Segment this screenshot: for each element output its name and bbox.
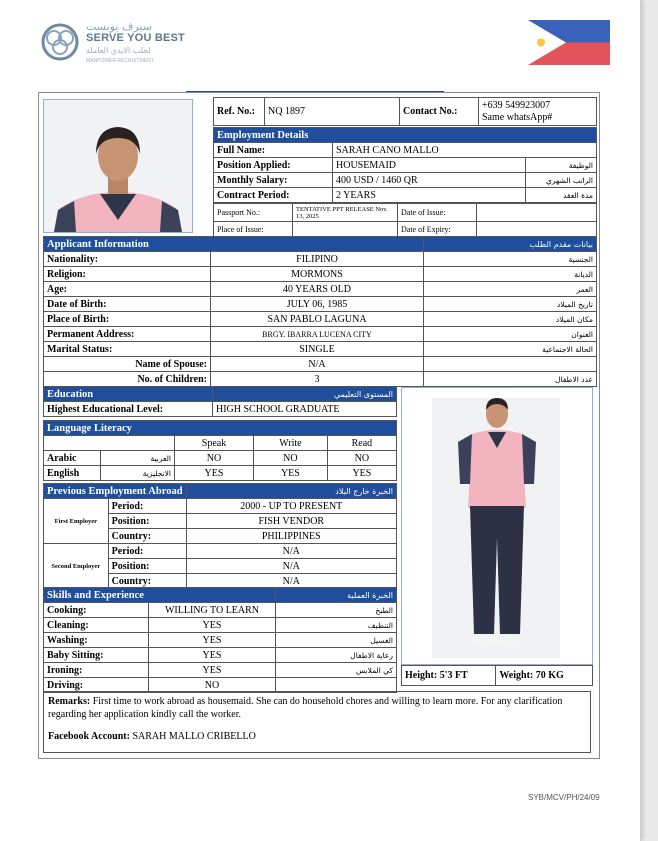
first-country-value: PHILIPPINES (186, 529, 396, 544)
applicant-row (44, 372, 597, 387)
first-period-value: 2000 - UP TO PRESENT (186, 499, 396, 514)
applicant-row-value: JULY 06, 1985 (211, 297, 424, 312)
ref-value: NQ 1897 (265, 98, 400, 126)
first-country-label: Country: (108, 529, 186, 544)
skill-label: Baby Sitting: (44, 648, 149, 663)
lang-arabic-ar: العربية (101, 451, 175, 466)
applicant-row (44, 327, 597, 342)
applicant-row-value: MORMONS (211, 267, 424, 282)
full-body-photo-frame (401, 387, 593, 665)
position-arabic: الوظيفة (526, 158, 597, 173)
remarks-label: Remarks: (48, 696, 91, 707)
education-header-arabic: المستوى التعليمي (213, 387, 397, 402)
language-table (43, 420, 397, 481)
applicant-row-arabic: الديانة (424, 267, 597, 282)
applicant-row-arabic: العنوان (424, 327, 597, 342)
skills-header: Skills and Experience (44, 588, 276, 603)
applicant-row-value: BRGY. IBARRA LUCENA CITY (211, 327, 424, 342)
lang-english-write: YES (254, 466, 328, 481)
applicant-row-value: 3 (211, 372, 424, 387)
second-country-label: Country: (108, 574, 186, 589)
skill-value: WILLING TO LEARN (149, 603, 276, 618)
contract-value: 2 YEARS (333, 188, 526, 203)
skill-arabic: الطبخ (276, 603, 397, 618)
skill-value: YES (149, 663, 276, 678)
applicant-header-arabic: بيانات مقدم الطلب (424, 237, 597, 252)
previous-header: Previous Employment Abroad (44, 484, 187, 499)
facebook-value: SARAH MALLO CRIBELLO (132, 731, 256, 742)
logo-emblem-icon (40, 22, 80, 62)
applicant-row-label: Place of Birth: (44, 312, 211, 327)
skill-arabic: الغسيل (276, 633, 397, 648)
position-label: Position Applied: (214, 158, 333, 173)
applicant-row (44, 267, 597, 282)
skill-label: Ironing: (44, 663, 149, 678)
skill-value: YES (149, 633, 276, 648)
second-country-value: N/A (186, 574, 396, 589)
passport-table (213, 203, 597, 237)
applicant-row-value: FILIPINO (211, 252, 424, 267)
lang-english-read: YES (327, 466, 396, 481)
skills-rows (44, 603, 397, 693)
education-label: Highest Educational Level: (44, 402, 213, 417)
full-body-photo (402, 388, 592, 664)
language-blank-cell (44, 436, 175, 451)
lang-arabic-write: NO (254, 451, 328, 466)
full-name-label: Full Name: (214, 143, 333, 158)
skill-row (44, 633, 397, 648)
col-speak: Speak (175, 436, 254, 451)
applicant-row-value: N/A (211, 357, 424, 372)
skill-arabic: التنظيف (276, 618, 397, 633)
salary-label: Monthly Salary: (214, 173, 333, 188)
language-header: Language Literacy (44, 421, 397, 436)
logo-arabic-subtext: لجلب الايدي العاملة (86, 46, 151, 55)
expiry-value (477, 222, 597, 237)
contract-arabic: مدة العقد (526, 188, 597, 203)
applicant-row-arabic: الحالة الاجتماعية (424, 342, 597, 357)
lang-english-ar: الانجليزية (101, 466, 175, 481)
applicant-row-arabic: تاريخ الميلاد (424, 297, 597, 312)
second-position-label: Position: (108, 559, 186, 574)
skill-arabic: رعاية الاطفال (276, 648, 397, 663)
second-employer-label: Second Employer (44, 544, 109, 589)
skill-value: YES (149, 618, 276, 633)
skill-row (44, 603, 397, 618)
applicant-row-arabic (424, 357, 597, 372)
applicant-row-value: SAN PABLO LAGUNA (211, 312, 424, 327)
first-position-value: FISH VENDOR (186, 514, 396, 529)
lang-english-name: English (44, 466, 101, 481)
applicant-row-label: Name of Spouse: (44, 357, 211, 372)
applicant-row-label: Date of Birth: (44, 297, 211, 312)
remarks-text: First time to work abroad as housemaid. She can do household chores and willing to learn more. For any clarification regarding her application kindly call the worker. (48, 696, 563, 720)
second-period-label: Period: (108, 544, 186, 559)
applicant-header: Applicant Information (44, 237, 424, 252)
applicant-info-table (43, 236, 597, 387)
skill-row (44, 618, 397, 633)
lang-arabic-name: Arabic (44, 451, 101, 466)
first-employer-label: First Employer (44, 499, 109, 544)
employment-table (213, 97, 597, 126)
company-logo (40, 18, 210, 68)
skill-row (44, 648, 397, 663)
contact-cell (479, 98, 597, 126)
applicant-row-value: 40 YEARS OLD (211, 282, 424, 297)
position-value: HOUSEMAID (333, 158, 526, 173)
applicant-row (44, 342, 597, 357)
lang-arabic-speak: NO (175, 451, 254, 466)
contact-value: +639 549923007 (482, 99, 551, 111)
logo-arabic-text: سيرف يوبست (86, 20, 152, 33)
applicant-row-arabic: العمر (424, 282, 597, 297)
passport-label: Passport No.: (214, 204, 293, 222)
skill-label: Cooking: (44, 603, 149, 618)
applicant-row-arabic: الجنسية (424, 252, 597, 267)
lang-english-speak: YES (175, 466, 254, 481)
education-table (43, 386, 397, 417)
applicant-row-label: No. of Children: (44, 372, 211, 387)
col-write: Write (254, 436, 328, 451)
applicant-row (44, 297, 597, 312)
document-reference: SYB/MCV/PH/24/09 (528, 793, 600, 802)
applicant-row-label: Age: (44, 282, 211, 297)
remarks-box (43, 691, 591, 753)
applicant-row (44, 312, 597, 327)
logo-english-text: SERVE YOU BEST (86, 32, 185, 44)
applicant-row-value: SINGLE (211, 342, 424, 357)
issue-date-value (477, 204, 597, 222)
body-measure-table (401, 665, 593, 686)
applicant-row (44, 252, 597, 267)
applicant-row-arabic: عدد الاطفال (424, 372, 597, 387)
skill-label: Cleaning: (44, 618, 149, 633)
applicant-row-label: Religion: (44, 267, 211, 282)
skill-value: YES (149, 648, 276, 663)
education-value: HIGH SCHOOL GRADUATE (213, 402, 397, 417)
passport-value: TENTATIVE PPT RELEASE Nov. 13, 2025 (293, 204, 398, 222)
applicant-form (38, 92, 600, 759)
previous-header-arabic: الخبرة خارج البلاد (186, 484, 396, 499)
skill-row (44, 663, 397, 678)
skill-label: Washing: (44, 633, 149, 648)
lang-arabic-read: NO (327, 451, 396, 466)
employment-header: Employment Details (214, 128, 597, 143)
issue-place-value (293, 222, 398, 237)
contact-label: Contact No.: (400, 98, 479, 126)
applicant-row-arabic: مكان الميلاد (424, 312, 597, 327)
skills-table (43, 587, 397, 693)
contract-label: Contract Period: (214, 188, 333, 203)
salary-value: 400 USD / 1460 QR (333, 173, 526, 188)
issue-place-label: Place of Issue: (214, 222, 293, 237)
facebook-label: Facebook Account: (48, 731, 130, 742)
expiry-label: Date of Expiry: (398, 222, 477, 237)
applicant-row-label: Permanent Address: (44, 327, 211, 342)
logo-english-subtext: MANPOWER RECRUITMENT (86, 58, 154, 64)
skill-arabic: كي الملابس (276, 663, 397, 678)
employment-details-table (213, 127, 597, 203)
applicant-row-label: Nationality: (44, 252, 211, 267)
first-position-label: Position: (108, 514, 186, 529)
skill-label: Driving: (44, 678, 149, 693)
applicant-portrait-photo (43, 99, 193, 233)
height-value: Height: 5'3 FT (402, 666, 496, 686)
applicant-row (44, 357, 597, 372)
contact-note: Same whatsApp# (482, 111, 553, 123)
ref-label: Ref. No.: (214, 98, 265, 126)
weight-value: Weight: 70 KG (496, 666, 593, 686)
applicant-row (44, 282, 597, 297)
skills-header-arabic: الخبرة العملية (276, 588, 397, 603)
applicant-rows (44, 252, 597, 387)
col-read: Read (327, 436, 396, 451)
applicant-row-label: Marital Status: (44, 342, 211, 357)
second-period-value: N/A (186, 544, 396, 559)
education-header: Education (44, 387, 213, 402)
first-period-label: Period: (108, 499, 186, 514)
full-name-value: SARAH CANO MALLO (333, 143, 597, 158)
second-position-value: N/A (186, 559, 396, 574)
skill-value: NO (149, 678, 276, 693)
issue-date-label: Date of Issue: (398, 204, 477, 222)
philippines-flag-icon (528, 20, 610, 65)
salary-arabic: الراتب الشهري (526, 173, 597, 188)
previous-employment-table (43, 483, 397, 589)
